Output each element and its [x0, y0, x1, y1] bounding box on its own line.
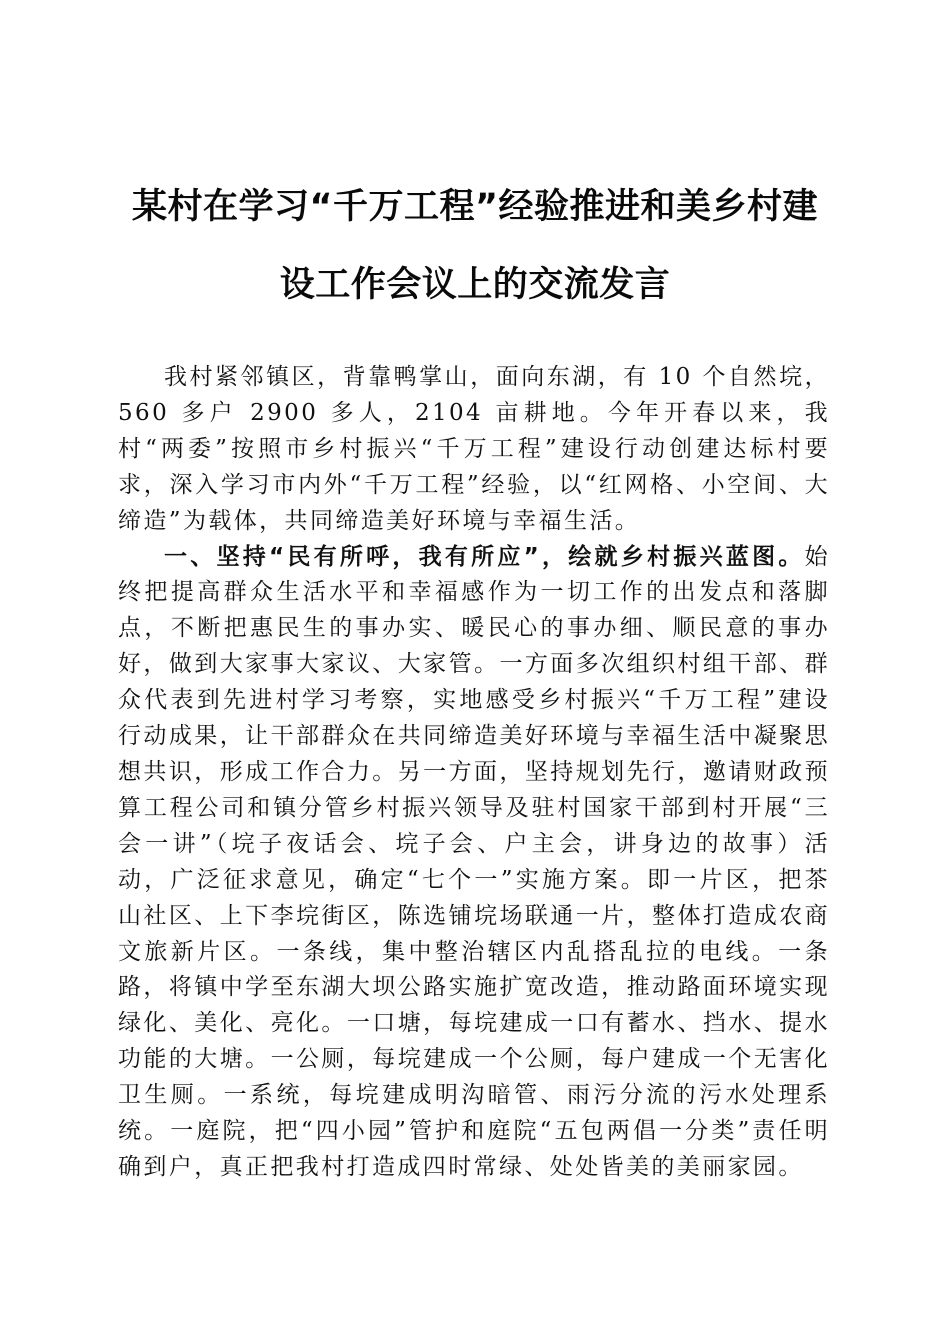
title-line-2: 设工作会议上的交流发言 — [279, 265, 671, 305]
section-1-paragraph — [118, 540, 830, 1186]
title-line-1: 某村在学习“千万工程”经验推进和美乡村建 — [131, 187, 818, 227]
section-1-heading: 一、坚持“民有所呼，我有所应”，绘就乡村振兴蓝图。 — [164, 543, 805, 570]
section-1-body: 始终把提高群众生活水平和幸福感作为一切工作的出发点和落脚点，不断把惠民生的事办实、暖民心的事办细、顺民意的事办好，做到大家事大家议、大家管。一方面多次组织村组干部、群众代表到先进村学习考察，实地感受乡村振兴“千万工程”建设行动成果，让干部群众在共同缔造美好环境与幸福生活中凝聚思想共识，形成工作合力。另一方面，坚持规划先行，邀请财政预算工程公司和镇分管乡村振兴领导及驻村国家干部到村开展“三会一讲”（垸子夜话会、垸子会、户主会，讲身边的故事）活动，广泛征求意见，确定“七个一”实施方案。即一片区，把茶山社区、上下李垸街区，陈选铺垸场联通一片，整体打造成农商文旅新片区。一条线，集中整治辖区内乱搭乱拉的电线。一条路，将镇中学至东湖大坝公路实施扩宽改造，推动路面环境实现绿化、美化、亮化。一口塘，每垸建成一口有蓄水、挡水、提水功能的大塘。一公厕，每垸建成一个公厕，每户建成一个无害化卫生厕。一系统，每垸建成明沟暗管、雨污分流的污水处理系统。一庭院，把“四小园”管护和庭院“五包两倡一分类”责任明确到户，真正把我村打造成四时常绿、处处皆美的美丽家园。 — [118, 543, 830, 1180]
document-body — [118, 360, 830, 1186]
intro-paragraph: 我村紧邻镇区，背靠鸭掌山，面向东湖，有 10 个自然垸，560 多户 2900 多人，2104 亩耕地。今年开春以来，我村“两委”按照市乡村振兴“千万工程”建设行动创建达标村要求，深入学习市内外“千万工程”经验，以“红网格、小空间、大缔造”为载体，共同缔造美好环境与幸福生活。 — [118, 364, 830, 534]
document-title — [110, 168, 840, 324]
